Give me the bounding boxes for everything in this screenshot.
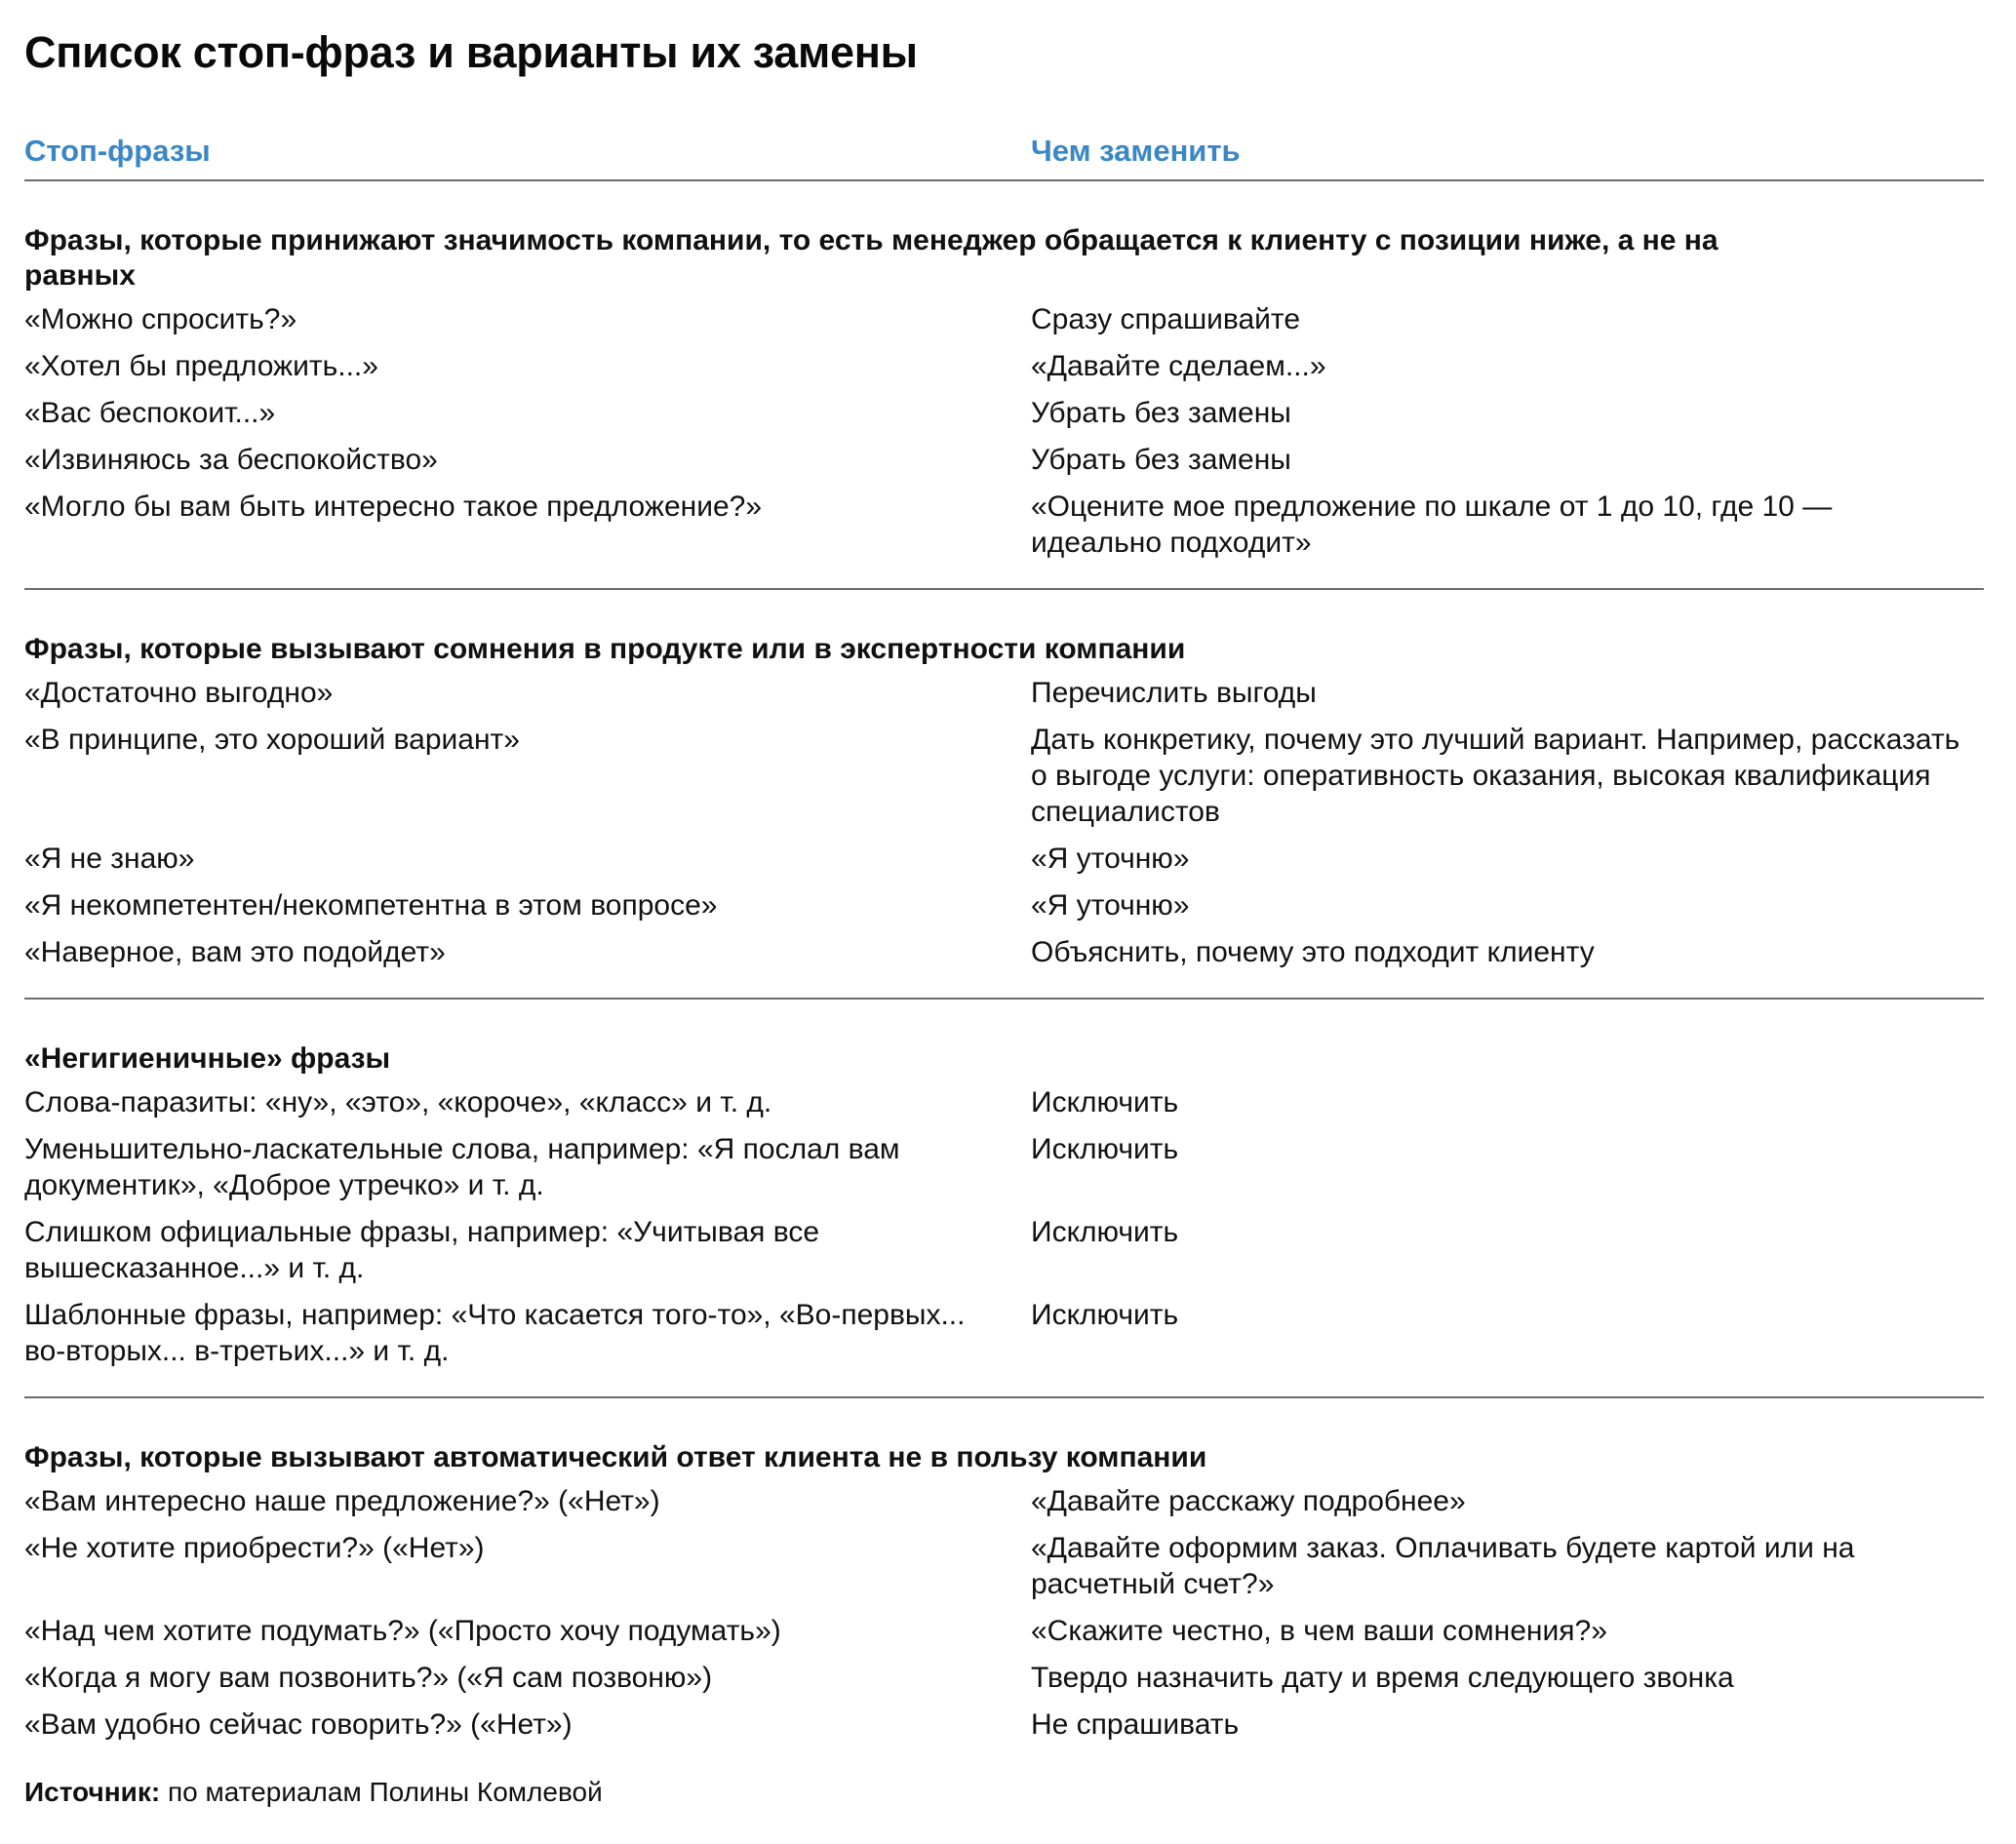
stop-phrase: Уменьшительно-ласкательные слова, например: «Я послал вам документик», «Доброе утречко» и т. д. xyxy=(24,1133,900,1201)
page-title: Список стоп-фраз и варианты их замены xyxy=(24,27,918,77)
column-header-stop-phrases: Стоп-фразы xyxy=(24,134,211,168)
replacement: «Давайте расскажу подробнее» xyxy=(1031,1485,1466,1517)
stop-phrase: «Вам интересно наше предложение?» («Нет») xyxy=(24,1485,660,1517)
phrase-row xyxy=(24,1483,1984,1519)
stop-phrase: Шаблонные фразы, например: «Что касается того-то», «Во-первых... во-вторых... в-третьих...» и т. д. xyxy=(24,1299,966,1367)
phrase-row xyxy=(24,1084,1984,1120)
phrase-row xyxy=(24,1707,1984,1743)
source-text: по материалам Полины Комлевой xyxy=(167,1777,603,1807)
phrase-row xyxy=(24,348,1984,384)
stop-phrase: «Извиняюсь за беспокойство» xyxy=(24,444,438,476)
replacement: Твердо назначить дату и время следующего звонка xyxy=(1031,1662,1734,1694)
phrase-row xyxy=(24,1530,1984,1602)
stop-phrase: «Наверное, вам это подойдет» xyxy=(24,936,446,968)
stop-phrase: «Могло бы вам быть интересно такое предложение?» xyxy=(24,490,763,523)
stop-phrase: «Достаточно выгодно» xyxy=(24,677,334,709)
section-title: Фразы, которые принижают значимость компании, то есть менеджер обращается к клиенту с позиции ниже, а не на равных xyxy=(24,224,1719,292)
stop-phrase: «Вам удобно сейчас говорить?» («Нет») xyxy=(24,1708,573,1741)
stop-phrase: «Когда я могу вам позвонить?» («Я сам позвоню») xyxy=(24,1662,713,1694)
phrase-row xyxy=(24,1297,1984,1369)
stop-phrase: Слова-паразиты: «ну», «это», «короче», «класс» и т. д. xyxy=(24,1086,772,1118)
replacement: «Оцените мое предложение по шкале от 1 до 10, где 10 — идеально подходит» xyxy=(1031,490,1833,559)
replacement: Исключить xyxy=(1031,1216,1179,1248)
stop-phrase: «Я не знаю» xyxy=(24,843,195,875)
section-title: Фразы, которые вызывают автоматический ответ клиента не в пользу компании xyxy=(24,1441,1207,1473)
stop-phrase: «В принципе, это хороший вариант» xyxy=(24,724,520,756)
replacement: Убрать без замены xyxy=(1031,444,1291,476)
phrase-row xyxy=(24,301,1984,337)
phrase-row xyxy=(24,1660,1984,1696)
phrase-row xyxy=(24,489,1984,561)
replacement: Дать конкретику, почему это лучший вариант. Например, рассказать о выгоде услуги: оперативность оказания, высокая квалификация специалистов xyxy=(1031,724,1960,828)
replacement: Исключить xyxy=(1031,1086,1179,1118)
phrase-row xyxy=(24,841,1984,877)
phrase-row xyxy=(24,934,1984,970)
stop-phrase: «Над чем хотите подумать?» («Просто хочу подумать») xyxy=(24,1615,781,1647)
column-headers xyxy=(24,134,1984,181)
phrase-row xyxy=(24,1131,1984,1203)
replacement: Исключить xyxy=(1031,1299,1179,1331)
replacement: «Давайте сделаем...» xyxy=(1031,350,1326,382)
phrase-section xyxy=(24,590,1984,1000)
phrase-row xyxy=(24,1214,1984,1286)
stop-phrase: Слишком официальные фразы, например: «Учитывая все вышесказанное...» и т. д. xyxy=(24,1216,820,1284)
replacement: «Давайте оформим заказ. Оплачивать будете картой или на расчетный счет?» xyxy=(1031,1532,1855,1600)
stop-phrase: «Вас беспокоит...» xyxy=(24,397,276,429)
phrase-section xyxy=(24,181,1984,590)
phrase-row xyxy=(24,395,1984,431)
phrase-row xyxy=(24,442,1984,478)
replacement: «Я уточню» xyxy=(1031,843,1190,875)
section-title: Фразы, которые вызывают сомнения в продукте или в экспертности компании xyxy=(24,633,1186,665)
replacement: «Я уточню» xyxy=(1031,889,1190,922)
replacement: «Скажите честно, в чем ваши сомнения?» xyxy=(1031,1615,1607,1647)
stop-phrase: «Можно спросить?» xyxy=(24,303,297,335)
phrase-section xyxy=(24,1000,1984,1398)
replacement: Сразу спрашивайте xyxy=(1031,303,1301,335)
stop-phrase: «Хотел бы предложить...» xyxy=(24,350,378,382)
stop-phrases-document xyxy=(24,0,1984,1810)
replacement: Перечислить выгоды xyxy=(1031,677,1317,709)
phrase-row xyxy=(24,675,1984,711)
phrase-section xyxy=(24,1398,1984,1761)
column-header-replacement: Чем заменить xyxy=(1031,134,1241,168)
replacement: Объяснить, почему это подходит клиенту xyxy=(1031,936,1595,968)
replacement: Убрать без замены xyxy=(1031,397,1291,429)
replacement: Исключить xyxy=(1031,1133,1179,1165)
phrase-row xyxy=(24,887,1984,923)
sections-container xyxy=(24,181,1984,1761)
phrase-row xyxy=(24,1613,1984,1649)
phrase-row xyxy=(24,722,1984,830)
stop-phrase: «Не хотите приобрести?» («Нет») xyxy=(24,1532,485,1564)
section-title: «Негигиеничные» фразы xyxy=(24,1042,391,1075)
source-note xyxy=(24,1775,1984,1810)
stop-phrase: «Я некомпетентен/некомпетентна в этом вопросе» xyxy=(24,889,718,922)
source-label: Источник: xyxy=(24,1777,161,1807)
replacement: Не спрашивать xyxy=(1031,1708,1240,1741)
